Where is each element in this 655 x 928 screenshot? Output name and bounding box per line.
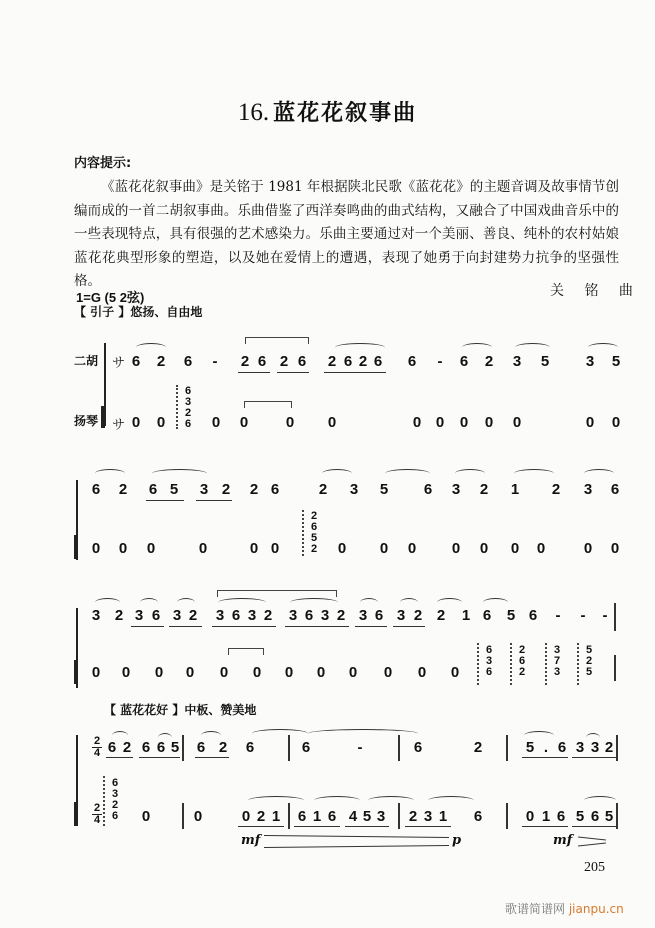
- note: 6: [407, 353, 417, 370]
- note: 0: [512, 414, 522, 431]
- note: 0: [525, 808, 535, 825]
- note: 0: [459, 414, 469, 431]
- note: 6: [156, 739, 166, 756]
- note: 2: [358, 353, 368, 370]
- note: 6: [270, 481, 280, 498]
- underline-beam: [196, 500, 232, 501]
- ts-bottom: 4: [93, 814, 101, 826]
- chord-note: 3: [553, 644, 561, 656]
- note: 4: [348, 808, 358, 825]
- note: 3: [423, 808, 433, 825]
- diminuendo-hairpin-bottom: [264, 845, 449, 848]
- slur: [158, 733, 172, 742]
- slur: [252, 729, 308, 738]
- slur: [360, 598, 378, 607]
- barline: [614, 655, 616, 681]
- chord: [483, 645, 495, 678]
- note: 2: [436, 607, 446, 624]
- ts-top: 2: [93, 802, 101, 814]
- slur: [483, 598, 508, 607]
- chord-note: 6: [111, 810, 119, 822]
- harmonic-bracket: [245, 337, 309, 344]
- note: 2: [122, 739, 132, 756]
- system-brace-thick: [74, 535, 78, 559]
- chord-note: 5: [585, 644, 593, 656]
- note: 0: [219, 664, 229, 681]
- slur: [290, 598, 338, 607]
- slur: [584, 469, 614, 478]
- note: 6: [374, 607, 384, 624]
- underline-beam: [106, 757, 133, 758]
- underline-beam: [522, 826, 568, 827]
- slur: [112, 731, 128, 740]
- system-brace-thick: [101, 406, 105, 428]
- note: 1: [541, 808, 551, 825]
- note: 6: [482, 607, 492, 624]
- barline: [506, 735, 508, 761]
- underline-beam: [146, 500, 184, 501]
- note: 0: [91, 664, 101, 681]
- note: 2: [479, 481, 489, 498]
- underline-beam: [324, 372, 386, 373]
- slur: [322, 469, 352, 478]
- chord-note: 2: [518, 666, 526, 678]
- note: 2: [551, 481, 561, 498]
- slur: [95, 469, 125, 478]
- chord-note: 3: [485, 655, 493, 667]
- underline-beam: [355, 626, 387, 627]
- underline-beam: [294, 826, 340, 827]
- note: 6: [141, 739, 151, 756]
- chord-note: 3: [111, 788, 119, 800]
- note: 5: [362, 808, 372, 825]
- note: 0: [435, 414, 445, 431]
- note: 6: [245, 739, 255, 756]
- note: 6: [91, 481, 101, 498]
- chord-note: 6: [310, 521, 318, 533]
- note: 6: [297, 353, 307, 370]
- note: 6: [301, 739, 311, 756]
- note: 0: [241, 808, 251, 825]
- note: 0: [198, 540, 208, 557]
- harmonic-bracket: [217, 590, 337, 597]
- note: 3: [172, 607, 182, 624]
- underline-beam: [169, 626, 202, 627]
- note: 0: [156, 414, 166, 431]
- underline-beam: [522, 757, 568, 758]
- note: 3: [91, 607, 101, 624]
- dynamic-mf: mf: [241, 833, 261, 848]
- note: 6: [610, 481, 620, 498]
- ts-top: 2: [93, 735, 101, 747]
- underline-beam: [277, 372, 309, 373]
- note: 3: [215, 607, 225, 624]
- note: -: [357, 739, 363, 756]
- note: 0: [585, 414, 595, 431]
- slur: [584, 796, 616, 805]
- key-signature: 1=G (5 2弦): [76, 290, 145, 305]
- chord-note: 2: [184, 407, 192, 419]
- chord-note: 2: [518, 644, 526, 656]
- note: 3: [134, 607, 144, 624]
- note: 0: [316, 664, 326, 681]
- note: 0: [510, 540, 520, 557]
- barline: [616, 735, 618, 761]
- note: 6: [459, 353, 469, 370]
- note: 6: [297, 808, 307, 825]
- note: 6: [327, 808, 337, 825]
- sanban-mark-yangqin: サ: [112, 418, 126, 433]
- chord-note: 2: [310, 543, 318, 555]
- note: 2: [336, 607, 346, 624]
- note: 5: [525, 739, 535, 756]
- slur: [177, 598, 195, 607]
- slur: [308, 729, 418, 738]
- chord: [182, 386, 194, 430]
- note: 3: [585, 353, 595, 370]
- section-intro-label: 【 引子 】悠扬、自由地: [74, 305, 203, 319]
- note: 6: [557, 739, 567, 756]
- note: 3: [358, 607, 368, 624]
- note: 0: [407, 540, 417, 557]
- note: 6: [196, 739, 206, 756]
- note: 3: [288, 607, 298, 624]
- note: 0: [118, 540, 128, 557]
- note: 0: [611, 414, 621, 431]
- note: 0: [193, 808, 203, 825]
- note: 0: [417, 664, 427, 681]
- slur: [400, 598, 418, 607]
- underline-beam: [238, 372, 270, 373]
- note: 2: [413, 607, 423, 624]
- chord-note: 6: [485, 666, 493, 678]
- slur: [140, 598, 158, 607]
- note: 0: [379, 540, 389, 557]
- note: 1: [271, 808, 281, 825]
- note: 0: [285, 414, 295, 431]
- underline-beam: [285, 626, 349, 627]
- chord-note: 5: [310, 532, 318, 544]
- composer: 关 铭 曲: [550, 283, 641, 299]
- underline-beam: [345, 826, 389, 827]
- chord-note: 7: [553, 655, 561, 667]
- note: 0: [154, 664, 164, 681]
- title-text: 蓝花花叙事曲: [273, 100, 418, 126]
- note: 0: [91, 540, 101, 557]
- note: 2: [263, 607, 273, 624]
- dynamic-mf: mf: [553, 833, 573, 848]
- note: 2: [408, 808, 418, 825]
- note: 6: [343, 353, 353, 370]
- note: -: [555, 607, 561, 624]
- chord: [516, 645, 528, 678]
- chord: [308, 511, 320, 555]
- chord-note: 6: [518, 655, 526, 667]
- chord: [109, 778, 121, 822]
- note: 6: [304, 607, 314, 624]
- underline-beam: [238, 826, 284, 827]
- note: 2: [327, 353, 337, 370]
- chord: [551, 645, 563, 678]
- note: 6: [423, 481, 433, 498]
- note: 6: [148, 481, 158, 498]
- ts-bottom: 4: [93, 747, 101, 759]
- watermark-url: jianpu.cn: [568, 902, 624, 916]
- barline: [288, 735, 290, 761]
- note: 6: [257, 353, 267, 370]
- note: 2: [156, 353, 166, 370]
- underline-beam: [393, 626, 425, 627]
- note: 1: [510, 481, 520, 498]
- note: 2: [114, 607, 124, 624]
- barline: [398, 803, 400, 829]
- note: 0: [412, 414, 422, 431]
- note: 5: [170, 739, 180, 756]
- note: 2: [473, 739, 483, 756]
- slur: [437, 598, 462, 607]
- note: 6: [528, 607, 538, 624]
- note: 0: [536, 540, 546, 557]
- note: 3: [376, 808, 386, 825]
- dynamic-p: p: [452, 833, 462, 848]
- note: 0: [484, 414, 494, 431]
- chord: [583, 645, 595, 678]
- underline-beam: [131, 626, 164, 627]
- chord-note: 2: [585, 655, 593, 667]
- note: 0: [270, 540, 280, 557]
- note: 0: [185, 664, 195, 681]
- slur: [515, 343, 550, 352]
- note: 3: [349, 481, 359, 498]
- section-lanhuahua-label: 【 蓝花花好 】中板、赞美地: [104, 703, 257, 717]
- barline: [616, 803, 618, 829]
- chord-note: 6: [184, 418, 192, 430]
- note: 3: [512, 353, 522, 370]
- note: 5: [169, 481, 179, 498]
- note: 5: [379, 481, 389, 498]
- chord-note: 3: [184, 396, 192, 408]
- note: 2: [484, 353, 494, 370]
- note: 5: [540, 353, 550, 370]
- note: 2: [256, 808, 266, 825]
- note: 2: [249, 481, 259, 498]
- note: 0: [348, 664, 358, 681]
- note: 2: [218, 739, 228, 756]
- underline-beam: [139, 757, 180, 758]
- system-brace-thick: [74, 802, 78, 826]
- slur: [95, 598, 120, 607]
- barline: [614, 603, 616, 631]
- note: 0: [327, 414, 337, 431]
- note: .: [543, 739, 549, 756]
- note: 0: [249, 540, 259, 557]
- time-signature-erhu: [92, 736, 102, 759]
- watermark: [505, 900, 624, 917]
- note: 3: [320, 607, 330, 624]
- note: 0: [131, 414, 141, 431]
- barline: [182, 803, 184, 829]
- note: 0: [451, 540, 461, 557]
- slur: [314, 796, 360, 805]
- title-number: 16.: [237, 99, 270, 126]
- slur: [524, 731, 554, 740]
- note: -: [602, 607, 608, 624]
- note: 5: [506, 607, 516, 624]
- slur: [462, 343, 492, 352]
- sanban-mark-erhu: サ: [112, 356, 126, 371]
- note: 2: [279, 353, 289, 370]
- note: 3: [590, 739, 600, 756]
- slur: [218, 598, 266, 607]
- chord-note: 6: [184, 385, 192, 397]
- note: 6: [556, 808, 566, 825]
- chord-note: 6: [485, 644, 493, 656]
- watermark-cn: 歌谱简谱网: [505, 902, 566, 916]
- slur: [586, 733, 600, 742]
- barline: [182, 735, 184, 761]
- chord-note: 2: [111, 799, 119, 811]
- note: 2: [240, 353, 250, 370]
- note: 0: [337, 540, 347, 557]
- note: 6: [151, 607, 161, 624]
- slur: [514, 469, 554, 478]
- page-number: 205: [584, 860, 605, 875]
- note: 1: [438, 808, 448, 825]
- instrument-yangqin-label: 扬琴: [74, 414, 99, 428]
- chord-note: 6: [111, 777, 119, 789]
- note: 0: [211, 414, 221, 431]
- diminuendo-hairpin-top: [578, 837, 606, 841]
- slur: [201, 731, 221, 740]
- system-brace-thick: [74, 660, 78, 684]
- slur: [136, 343, 166, 352]
- note: 0: [284, 664, 294, 681]
- note: 2: [118, 481, 128, 498]
- note: -: [580, 607, 586, 624]
- note: 3: [575, 739, 585, 756]
- note: 0: [121, 664, 131, 681]
- note: 6: [373, 353, 383, 370]
- note: 5: [604, 808, 614, 825]
- underline-beam: [195, 757, 229, 758]
- note: -: [437, 353, 443, 370]
- chord-note: 3: [553, 666, 561, 678]
- note: 0: [239, 414, 249, 431]
- note: 2: [318, 481, 328, 498]
- note: 6: [590, 808, 600, 825]
- note: 6: [473, 808, 483, 825]
- note: 2: [188, 607, 198, 624]
- note: 3: [247, 607, 257, 624]
- note: 3: [396, 607, 406, 624]
- note: 0: [450, 664, 460, 681]
- slur: [428, 796, 474, 805]
- note: 3: [199, 481, 209, 498]
- note: 1: [312, 808, 322, 825]
- note: 6: [231, 607, 241, 624]
- slur: [368, 796, 414, 805]
- note: 3: [583, 481, 593, 498]
- note: 0: [479, 540, 489, 557]
- barline: [398, 735, 400, 761]
- time-signature-yangqin: [92, 803, 102, 826]
- note: -: [212, 353, 218, 370]
- note: 5: [611, 353, 621, 370]
- note: 0: [146, 540, 156, 557]
- note: 6: [131, 353, 141, 370]
- underline-beam: [572, 757, 616, 758]
- slur: [152, 469, 207, 478]
- barline: [506, 803, 508, 829]
- note: 6: [413, 739, 423, 756]
- note: 0: [583, 540, 593, 557]
- chord-note: 2: [310, 510, 318, 522]
- instrument-erhu-label: 二胡: [74, 354, 99, 368]
- note: 2: [221, 481, 231, 498]
- underline-beam: [405, 826, 451, 827]
- note: 0: [141, 808, 151, 825]
- content-hint-label: 内容提示:: [74, 156, 132, 171]
- underline-beam: [212, 626, 276, 627]
- note: 6: [183, 353, 193, 370]
- slur: [455, 469, 485, 478]
- diminuendo-hairpin-top: [264, 835, 449, 838]
- note: 1: [461, 607, 471, 624]
- chord-note: 5: [585, 666, 593, 678]
- note: 6: [107, 739, 117, 756]
- note: 0: [252, 664, 262, 681]
- note: 0: [610, 540, 620, 557]
- harmonic-bracket: [228, 648, 264, 655]
- content-hint-paragraph: 《蓝花花叙事曲》是关铭于 1981 年根据陕北民歌《蓝花花》的主题音调及故事情节创编而成的一首二胡叙事曲。乐曲借鉴了西洋奏鸣曲的曲式结构，又融合了中国戏曲音乐中的一些表现特点，具有很强的艺术感染力。乐曲主要通过对一个美丽、善良、纯朴的农村姑娘蓝花花典型形象的塑造，以及她在爱情上的遭遇，表现了她勇于向封建势力抗争的坚强性格。: [74, 179, 619, 289]
- note: 0: [383, 664, 393, 681]
- slur: [248, 796, 304, 805]
- harmonic-bracket: [244, 401, 292, 408]
- slur: [335, 343, 385, 352]
- diminuendo-hairpin-bottom: [578, 843, 606, 847]
- slur: [588, 343, 618, 352]
- underline-beam: [572, 826, 616, 827]
- note: 5: [575, 808, 585, 825]
- page-title: [0, 96, 655, 127]
- note: 2: [604, 739, 614, 756]
- barline: [288, 803, 290, 829]
- note: 3: [451, 481, 461, 498]
- slur: [385, 469, 430, 478]
